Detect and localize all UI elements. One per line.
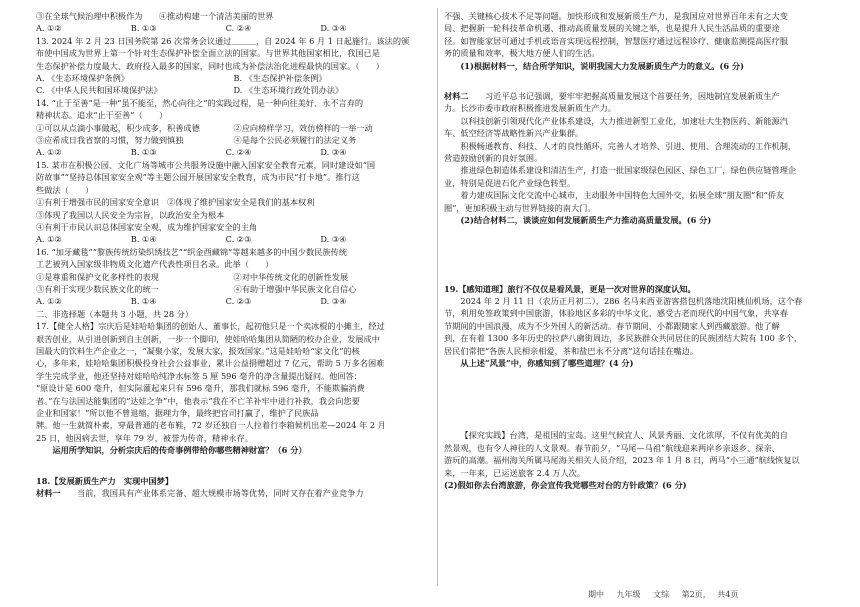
q19-line: 节，利用免签政策到中国旅游，体验地区多彩的中华文化，感受古老而现代的中国气象，共享春: [444, 308, 788, 319]
q14-option-4: ④是每个公民必须履行的法定义务: [233, 135, 357, 146]
q13-stem-line: 布使中国成为世界上第一个针对生态保护补偿全面立法的国家。与世界其他国家相比，我国已是: [36, 48, 380, 59]
q15-option-line: ③体现了我国以人民安全为宗旨，以政治安全为根本: [36, 209, 225, 220]
q18-cont-line: 不强、关键核心技术不足等问题。加快形成和发展新质生产力，是我国应对世界百年未有之大变: [444, 11, 788, 21]
q12-choice-c: C. ②④: [225, 23, 252, 34]
q18-material1-line: [36, 487, 431, 499]
q17-line: “原设计是 600 毫升，但实际灌起来只有 596 毫升，那我们就标 596 毫升，不能欺骗消费: [36, 383, 365, 394]
q13-choices-row1: [36, 72, 431, 84]
q14-option-1: ①可以从点滴小事做起，积少成多，积善成德: [36, 122, 200, 133]
footer-page: 第2页，: [681, 590, 711, 599]
q17-line: 心，多年来，娃哈哈集团积极投身社会公益事业，累计公益捐赠超过 7 亿元，帮助 5 万多名困难: [36, 358, 385, 369]
q14-option-2: ②应向榜样学习，效仿榜样的一举一动: [233, 122, 373, 133]
q16-options-row2: [36, 283, 431, 295]
q16-choice-b: B. ①④: [130, 296, 157, 307]
q13-stem-line: 13. 2024 年 2 月 23 日国务院第 26 次常务会议通过＿＿＿，自 2024 年 6 月 1 日起施行。该法的颁: [36, 35, 410, 46]
q19-line: 节期间的中国浪漫，成为不少外国人的新活动。春节期间，小都跟随家人到西藏旅游。他了解: [444, 320, 780, 331]
q13-choice-c: C. 《中华人民共和国环境保护法》: [36, 85, 162, 96]
q15-choice-b: B. ①④: [130, 234, 157, 245]
q13-choice-a: A. 《生态环境保护条例》: [36, 73, 129, 84]
page-footer: [588, 589, 748, 600]
material2-line: 以科技创新引领现代化产业体系建设，大力推进新型工业化，加速壮大生物医药、新能源汽: [460, 115, 788, 126]
q16-option-4: ④有助于增强中华民族文化自信心: [233, 283, 357, 294]
q15-stem-line: 些做法（ ）: [36, 184, 94, 195]
q18-title: 18.【发展新质生产力 实现中国梦】: [36, 475, 174, 486]
q17-line: 企业和国家！”所以他不曾退缩，据理力争，最终把官司打赢了，维护了民族品: [36, 408, 319, 418]
q17-line: 25 日，他因病去世，享年 79 岁，被誉为传奇，精神永存。: [36, 432, 253, 443]
material2-line: 营造鼓励创新的良好氛围。: [444, 153, 543, 164]
footer-exam: 期中: [588, 590, 604, 599]
q15-choice-c: C. ②③: [225, 234, 252, 245]
q13: [36, 35, 431, 97]
q15-choice-a: A. ①②: [36, 234, 62, 245]
q13-choice-d: D. 《生态环境行政处罚办法》: [233, 85, 344, 96]
material2-line: 推进绿色制造体系建设和清洁生产，打造一批国家级绿色园区、绿色工厂，绿色供应链管理企: [460, 165, 797, 176]
q18-subquestion-1: (1)根据材料一，结合所学知识，说明我国大力发展新质生产力的意义。(6 分): [460, 60, 744, 71]
q15-stem-line: 防故事”“坚持总体国家安全观”等主题公园开展国家安全教育，成为市民“打卡地”。推行这: [36, 172, 360, 183]
q19-line: 2024 年 2 月 11 日（农历正月初二），286 名马来西亚游客搭包机落地沈阳桃仙机场，这个春: [460, 295, 803, 306]
left-column: [36, 10, 431, 499]
q17-line: 者。”在与法国达能集团的“达娃之争”中，他表示“我在不亡羊补牢中进行补救，我会向您要: [36, 395, 360, 406]
q14-choice-a: A. ①②: [36, 147, 62, 158]
q18-cont-line: 径。如智能家居可通过手机或语音实现远程控制，智慧医疗通过远程诊疗、健康监测提高医疗服: [444, 35, 788, 46]
q16-stem-line: 16. “加牙藏毯”“黎族传统纺染织绣技艺”“织金酉藏锦”等越来越多的中国少数民族传统: [36, 246, 347, 257]
q12-choice-a: A. ①②: [36, 23, 62, 34]
q13-stem-line: 生态保护补偿力度最大、政府投入最多的国家，同时也成为补偿法治化进程最快的国家。（ ）: [36, 60, 384, 71]
q14-choice-d: D. ③④: [320, 147, 347, 158]
q14-choice-b: B. ①③: [130, 147, 157, 158]
q17-line: 艰苦创业，从引进创新到自主创新，一步一个脚印，使娃哈哈集团从简陋的校办企业，发展成中: [36, 333, 380, 344]
q19-line: 居民们常把“各族人民相亲相爱，茶和盐巴永不分离”这句话挂在嘴边。: [444, 345, 698, 356]
practice-line: 游玩的高潮。福州海关所属马尾海关相关人员介绍，2023 年 1 月 8 日，两马“小三通”航线恢复以: [444, 455, 800, 466]
practice-line: 然景观，也有令人神往的人文景观。春节前夕，“马尾—马祖”航线迎来两岸乡亲返乡、探亲、: [444, 442, 780, 453]
q15-choice-d: D. ③④: [320, 234, 347, 245]
q14-choice-c: C. ②④: [225, 147, 252, 158]
q14: [36, 97, 431, 159]
q15-option-line: ①有利于增强市民的国家安全意识 ②体现了维护国家安全是我们的基本权利: [36, 197, 315, 208]
footer-total: 共4页: [717, 590, 739, 599]
column-divider: [437, 8, 438, 586]
q18-start: [36, 475, 431, 500]
material2-line: 积极畅通教育、科技、人才的良性循环，完善人才培养、引进、使用、合理流动的工作机制，: [460, 140, 797, 151]
q18-cont-line: 局、把握新一轮科技革命机遇、推动高质量发展的关键之举，也是提升人民生活品质的重要途: [444, 23, 780, 34]
material2-line: 业，特别是促进石化产业绿色转型。: [444, 177, 576, 188]
q17-line: 牌。他一生就简朴素，穿最普通的老布鞋，72 岁还独自一人拉着行李箱候机出差—2024 年 2 月: [36, 420, 386, 431]
q15-choices: [36, 233, 431, 245]
material2-text: 习近平总书记强调，要牢牢把握高质量发展这个首要任务，因地制宜发展新质生产: [484, 91, 780, 102]
q14-choices: [36, 146, 431, 158]
practice-line: 【探究实践】台湾，是祖国的宝岛。这里气候宜人、风景秀丽、文化浓厚，不仅有优美的自: [460, 430, 788, 441]
q15-option-line: ④有利于市民认识总体国家安全观，成为维护国家安全的主角: [36, 221, 258, 232]
q19-subquestion-1: 从上述“风景”中，你感知到了哪些道理？(4 分): [460, 357, 634, 368]
q17: [36, 320, 431, 456]
q16-option-1: ①是尊重和保护文化多样性的表现: [36, 271, 159, 282]
q12-choice-b: B. ①③: [130, 23, 157, 34]
q14-options-row2: [36, 134, 431, 146]
q13-choices-row2: [36, 84, 431, 96]
q16-option-2: ②对中华传统文化的创新性发展: [233, 271, 349, 282]
material1-text: 当前，我国具有产业体系完备、超大规模市场等优势，同时又存在着产业竞争力: [76, 488, 364, 499]
material2-line: 着力建成国际文化交流中心城市，主动服务中国特色大国外交，拓展全球“朋友圈”和“侨友: [460, 190, 785, 201]
q14-options-row1: [36, 122, 431, 134]
q14-option-3: ③应希成日我省察的习惯，努力做到慎独: [36, 135, 184, 146]
q14-stem-line: 14. “止于至善”是一种“虽不能至，然心向往之”的实践过程，是一种向往美好、永不言弃的: [36, 97, 364, 108]
q16-choices: [36, 295, 431, 307]
q19-title: 19.【感知道理】旅行不仅仅是看风景，更是一次对世界的深度认知。: [444, 283, 696, 294]
q19-subquestion-2: (2)假如你去台湾旅游，你会宣传我党哪些对台的方针政策？(6 分): [444, 479, 687, 490]
q16-choice-d: D. ③④: [320, 296, 347, 307]
q16-stem-line: 工艺被列入国家级非物质文化遗产代表性项目名录。此举（ ）: [36, 259, 274, 270]
q18-subquestion-2: (2)结合材料二，谈谈应如何发展新质生产力推动高质量发展。(6 分): [460, 215, 712, 226]
q16-options-row1: [36, 271, 431, 283]
section-heading: 二、非选择题（本题共 3 小题，共 28 分）: [36, 308, 194, 319]
q12-option-line: ③在全球气候治理中积极作为 ④推动构建一个清洁美丽的世界: [36, 11, 274, 21]
q16-option-3: ③有利于实现少数民族文化的统一: [36, 283, 159, 294]
q17-question: 运用所学知识，分析宗庆后的传奇事例带给你哪些精神财富？（6 分）: [52, 445, 307, 456]
q16-choice-c: C. ②③: [225, 296, 252, 307]
q15: [36, 159, 431, 246]
q18-cont-line: 务的质量和效率，极大地方便人们的生活。: [444, 48, 600, 59]
material2-line: 圈”，更加积极主动与世界链接的南大门。: [444, 202, 596, 213]
q13-choice-b: B. 《生态保护补偿条例》: [233, 73, 327, 84]
right-column: [444, 10, 842, 491]
material2-line: 力。长沙市委市政府积极推进发展新质生产力。: [444, 103, 616, 114]
q14-stem-line: 精神状态。追求“止于至善”（ ）: [36, 110, 168, 121]
q17-line: 17.【健全人格】宗庆后是娃哈哈集团的创始人、董事长，起初他只是一个卖冰棍的小摊主，经过: [36, 321, 385, 332]
q12-choices: [36, 22, 431, 34]
practice-line: 来，一年来，已运送旅客 2.4 万人次。: [444, 467, 586, 478]
q16: [36, 246, 431, 308]
q16-choice-a: A. ①②: [36, 296, 62, 307]
q19-line: 到，在有着 1300 多年历史的拉萨八廓街周边，多民族群众共同居住的民族团结大院有 100 多个，: [444, 333, 803, 344]
material2-label: 材料二: [444, 91, 469, 102]
material2-first-line: [444, 90, 842, 102]
footer-grade: 九年级: [616, 590, 641, 599]
q15-stem-line: 15. 某市在积极公园、文化广场等城市公共服务设施中融入国家安全教育元素，同时建设如“国: [36, 159, 376, 170]
material2-line: 车、低空经济等战略性新兴产业集群。: [444, 128, 584, 139]
footer-subject: 文综: [653, 590, 670, 599]
q17-line: 学生完成学业，他还坚持对娃哈哈纯净水标签 5 厘 596 毫升的净含量提出疑问。他回答：: [36, 370, 362, 381]
material1-label: 材料一: [36, 488, 61, 499]
q17-line: 国最大的饮料生产企业之一，“凝聚小家，发展大家，报效国家。”这是娃哈哈“家文化”的核: [36, 345, 360, 356]
q12-choice-d: D. ③④: [320, 23, 347, 34]
